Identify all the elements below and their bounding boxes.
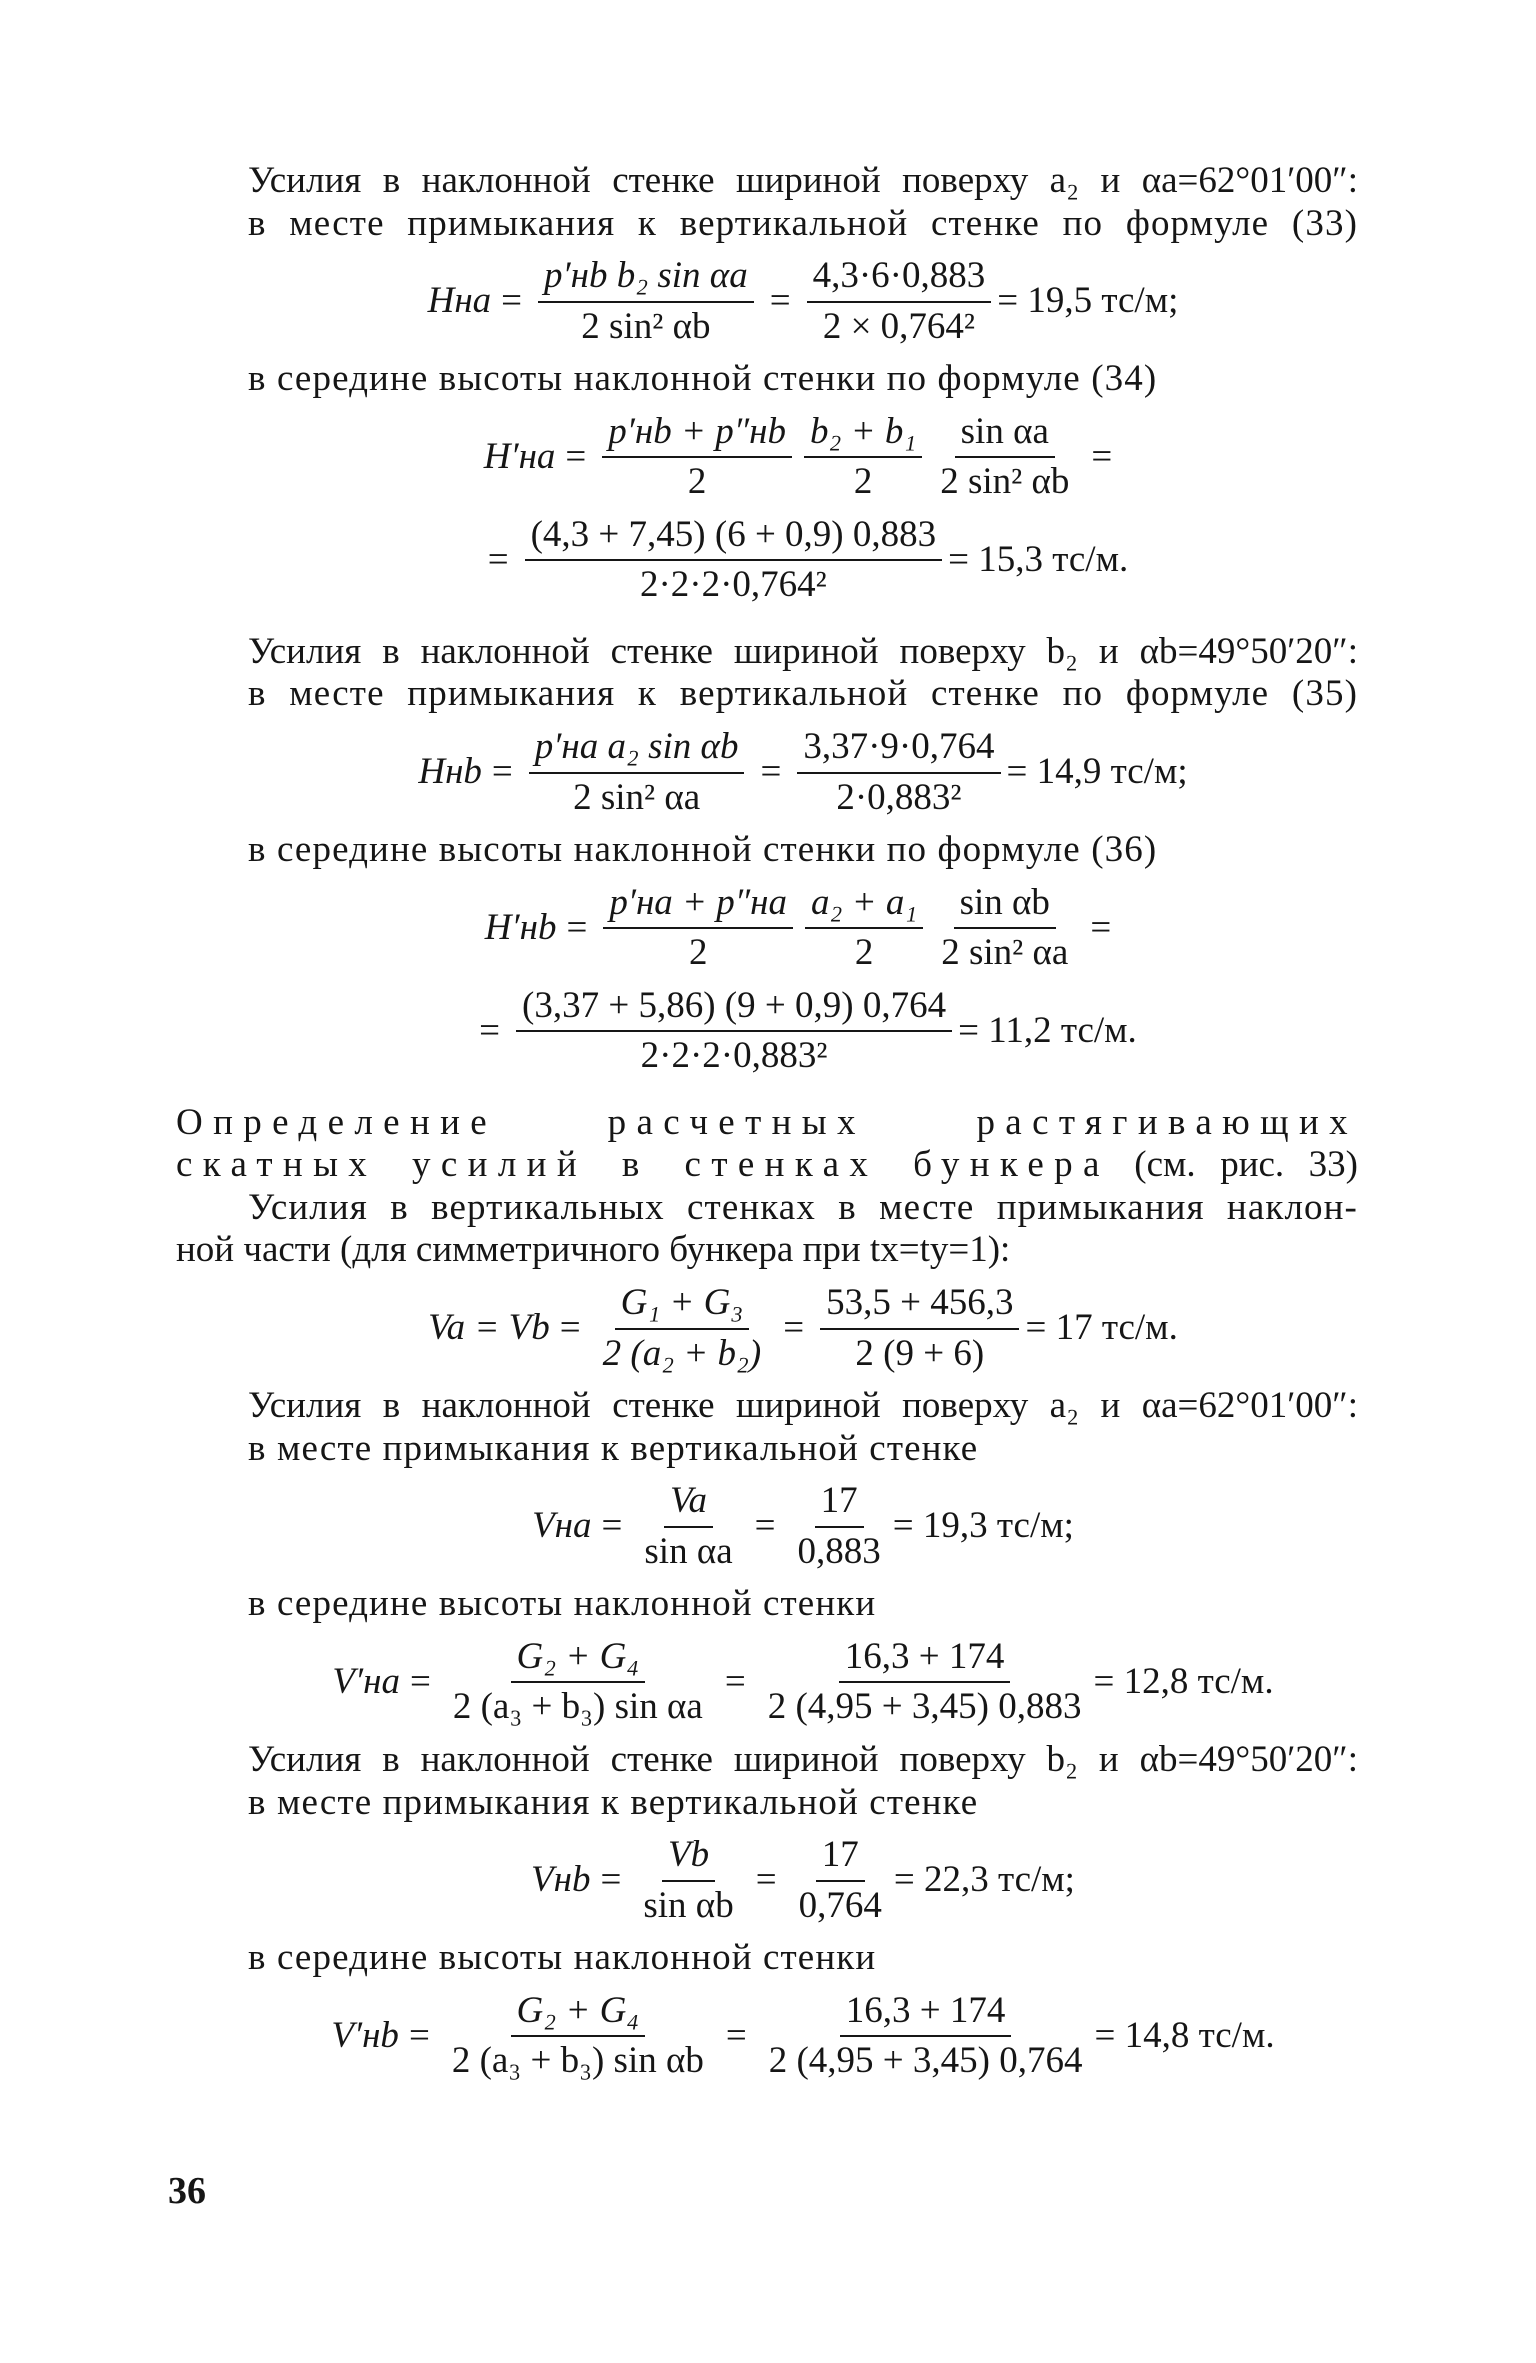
formula-lhs: H′нb — [484, 906, 557, 948]
formula-34-values: = $\frac{(4,3 + 7,45) (6 + 0,9) 0,883}{\text{2·2·2·0,764²}}$ = 15,3 тс/м. — [487, 513, 1129, 606]
fraction: $\frac{\text{sin αb}}{\text{2 sin² αa}}$ — [941, 881, 1069, 974]
text-line: в середине высоты наклонной стенки по формуле (36) — [248, 829, 1158, 871]
fraction: $\frac{16,3 + 174}{2 (4,95 + 3,45) 0,764}$ — [768, 1989, 1083, 2082]
text-line: в месте примыкания к вертикальной стенке — [248, 1781, 979, 1823]
fraction: $\frac{\text{b₂ + b₁}}{2}$ — [804, 411, 922, 504]
text-line: в середине высоты наклонной стенки — [248, 1937, 877, 1979]
formula-lhs: V′на — [332, 1661, 400, 1703]
fraction: $\frac{17}{0,764}$ — [798, 1834, 882, 1926]
formula-lhs: H′на — [483, 436, 556, 477]
text-line: в середине высоты наклонной стенки — [248, 1583, 877, 1625]
formula-36-values: = $\frac{(3,37 + 5,86) (9 + 0,9) 0,764}{\text{2·2·2·0,883²}}$ = 11,2 тс/м. — [479, 984, 1137, 1077]
formula-vnb: Vнb = $\frac{Vb}{\text{sin αb}}$ = $\frac{17}{0,764}$ = 22,3 тс/м; — [531, 1834, 1075, 1926]
formula-vna-mid: V′на = $\frac{\text{G₂ + G₄}}{\text{2 (a₃ + b₃) sin αa}}$ = $\frac{16,3 + 174}{2 (4,95 + 3,45) 0,883}$ = 12,8 тс/м. — [332, 1635, 1274, 1728]
formula-result: = 22,3 тс/м; — [893, 1859, 1075, 1901]
formula-result: = 11,2 тс/м. — [958, 1010, 1137, 1052]
formula-lhs: Hна — [427, 280, 492, 322]
text-line: Усилия в наклонной стенке шириной поверху a₂ и αa=62°01′00″: — [248, 1385, 1358, 1427]
formula-v: Va = Vb = $\frac{\text{G₁ + G₃}}{\text{2 (a₂ + b₂)}}$ = $\frac{53,5 + 456,3}{2 (9 + 6)}$ = 17 тс/м. — [428, 1282, 1178, 1374]
formula-result: = 19,3 тс/м; — [892, 1505, 1074, 1547]
formula-lhs: Vнb — [531, 1859, 591, 1901]
text-line: в месте примыкания к вертикальной стенке — [248, 1427, 979, 1469]
formula-vna: Vна = $\frac{Va}{\text{sin αa}}$ = $\frac{17}{0,883}$ = 19,3 тс/м; — [532, 1480, 1074, 1572]
page-content — [176, 160, 1358, 2093]
formula-vnb-mid: V′нb = $\frac{\text{G₂ + G₄}}{\text{2 (a₃ + b₃) sin αb}}$ = $\frac{16,3 + 174}{2 (4,95 + 3,45) 0,764}$ = 14,8 тс/м. — [331, 1989, 1275, 2082]
formula-lhs: Va = Vb — [428, 1307, 550, 1349]
text-line: в месте примыкания к вертикальной стенке по формуле (35) — [248, 673, 1358, 715]
fraction: $\frac{Va}{\text{sin αa}}$ — [644, 1480, 733, 1572]
page-number: 36 — [168, 2170, 206, 2212]
fraction: $\frac{\text{p′на a₂ sin αb}}{\text{2 sin² αa}}$ — [529, 726, 745, 819]
fraction: $\frac{Vb}{\text{sin αb}}$ — [643, 1834, 734, 1926]
formula-result: = 14,9 тс/м; — [1006, 751, 1188, 793]
formula-lhs: V′нb — [331, 2014, 399, 2056]
text-line: Усилия в наклонной стенке шириной поверху b₂ и αb=49°50′20″: — [248, 1738, 1358, 1780]
formula-result: = 14,8 тс/м. — [1094, 2014, 1275, 2056]
text-line: Усилия в наклонной стенке шириной поверху a₂ и αa=62°01′00″: — [248, 160, 1358, 201]
text-line: в месте примыкания к вертикальной стенке по формуле (33) — [248, 202, 1358, 244]
formula-lhs: Vна — [532, 1505, 592, 1547]
section-heading: Определение расчетных растягивающих — [176, 1101, 1358, 1143]
fraction: $\frac{3,37\cdot 9\cdot 0,764}{\text{2·0,883²}}$ — [797, 726, 1000, 819]
fraction: $\frac{\text{G₂ + G₄}}{\text{2 (a₃ + b₃) sin αa}}$ — [452, 1635, 703, 1728]
fraction: $\frac{\text{G₁ + G₃}}{\text{2 (a₂ + b₂)}}$ — [602, 1282, 762, 1374]
fraction: $\frac{\text{G₂ + G₄}}{\text{2 (a₃ + b₃) sin αb}}$ — [451, 1989, 704, 2082]
fraction: $\frac{(4,3 + 7,45) (6 + 0,9) 0,883}{\text{2·2·2·0,764²}}$ — [525, 514, 943, 607]
text-line: ной части (для симметричного бункера при tx=ty=1): — [176, 1229, 1011, 1271]
fraction: $\frac{p'нb + p''нb}{2}$ — [602, 411, 792, 504]
fraction: $\frac{53,5 + 456,3}{2 (9 + 6)}$ — [820, 1282, 1019, 1375]
fraction: $\frac{17}{0,883}$ — [797, 1480, 881, 1572]
formula-result: = 12,8 тс/м. — [1093, 1661, 1274, 1703]
formula-33: Hна = $\frac{\text{p′нb b₂ sin αa}}{\text{2 sin² αb}}$ = $\frac{4,3\cdot 6\cdot 0,883}{\text{2 × 0,764²}}$ = 19,5 тс/м; — [427, 255, 1179, 347]
section-heading: скатных усилий в стенках бункера (см. рис. 33) — [176, 1144, 1358, 1186]
formula-lhs: Hнb — [418, 751, 482, 793]
text-line: Усилия в вертикальных стенках в месте примыкания наклон- — [248, 1186, 1358, 1228]
text-line: Усилия в наклонной стенке шириной поверху b₂ и αb=49°50′20″: — [248, 630, 1358, 672]
text-line: в середине высоты наклонной стенки по формуле (34) — [248, 358, 1158, 400]
fraction: $\frac{\text{p′нb b₂ sin αa}}{\text{2 sin² αb}}$ — [538, 255, 754, 348]
formula-result: = 17 тс/м. — [1025, 1307, 1178, 1349]
formula-35: Hнb = $\frac{\text{p′на a₂ sin αb}}{\text{2 sin² αa}}$ = $\frac{3,37\cdot 9\cdot 0,764}{\text{2·0,883²}}$ = 14,9 тс/м; — [418, 726, 1188, 818]
formula-36: H′нb = $\frac{p'на + p''на}{2}$ $\frac{\text{a₂ + a₁}}{2}$ $\frac{\text{sin αb}}{\text{2 sin² αa}}$ = — [484, 881, 1112, 974]
formula-result: = 19,5 тс/м; — [997, 280, 1179, 322]
fraction: $\frac{4,3\cdot 6\cdot 0,883}{\text{2 × 0,764²}}$ — [807, 255, 992, 348]
fraction: $\frac{(3,37 + 5,86) (9 + 0,9) 0,764}{\text{2·2·2·0,883²}}$ — [516, 985, 952, 1078]
formula-result: = 15,3 тс/м. — [948, 539, 1129, 581]
fraction: $\frac{\text{sin αa}}{\text{2 sin² αb}}$ — [940, 410, 1070, 503]
fraction: $\frac{16,3 + 174}{2 (4,95 + 3,45) 0,883}$ — [767, 1635, 1082, 1728]
fraction: $\frac{\text{a₂ + a₁}}{2}$ — [805, 882, 923, 975]
fraction: $\frac{p'на + p''на}{2}$ — [603, 882, 793, 975]
formula-34: H′на = $\frac{p'нb + p''нb}{2}$ $\frac{\text{b₂ + b₁}}{2}$ $\frac{\text{sin αa}}{\text{2 sin² αb}}$ = — [483, 410, 1113, 503]
